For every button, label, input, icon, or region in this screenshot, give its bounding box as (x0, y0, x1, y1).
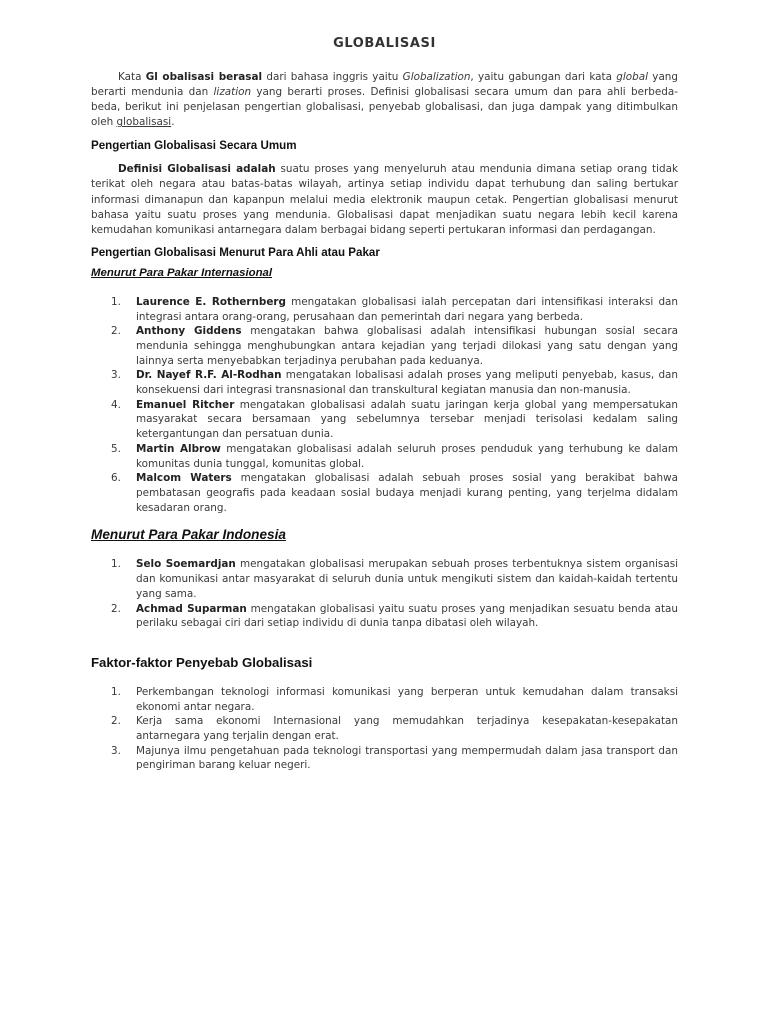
list-item (91, 368, 678, 397)
intro-text: , yaitu gabungan dari kata (470, 71, 617, 83)
list-item (91, 471, 678, 515)
list-item-number: 3. (111, 744, 121, 757)
internasional-list (91, 295, 678, 516)
list-item (91, 295, 678, 324)
heading-ahli: Pengertian Globalisasi Menurut Para Ahli atau Pakar (91, 245, 380, 259)
list-item-text: mengatakan bahwa globalisasi adalah intensifikasi hubungan sosial secara mendunia sehingga menghubungkan antara kejadian yang terjadi dilokasi yang satu dengan yang lainnya serta menyebabkan terjadinya perubahan pada keduanya. (136, 325, 678, 367)
intro-text: dari bahasa inggris yaitu (262, 71, 403, 83)
list-item (91, 324, 678, 368)
heading-umum: Pengertian Globalisasi Secara Umum (91, 139, 297, 153)
subheading-indonesia: Menurut Para Pakar Indonesia (91, 527, 286, 543)
umum-paragraph (91, 162, 678, 237)
document-title: GLOBALISASI (333, 36, 436, 51)
list-item-text: Majunya ilmu pengetahuan pada teknologi transportasi yang mempermudah dalam jasa transport dan pengiriman barang keluar negeri. (136, 744, 678, 772)
globalisasi-link[interactable]: globalisasi (116, 116, 172, 129)
list-item-text: Kerja sama ekonomi Internasional yang memudahkan terjadinya kesepakatan-kesepakatan antarnegara yang terjalin dengan erat. (136, 715, 678, 743)
list-item-text: mengatakan globalisasi ialah percepatan dari intensifikasi interaksi dan integrasi antara orang-orang, perusahaan dan pemerintah dari negara yang berbeda. (136, 295, 678, 323)
list-item-number: 2. (111, 325, 121, 338)
faktor-list (91, 685, 678, 773)
intro-italic-term: lization (213, 86, 252, 99)
subheading-internasional: Menurut Para Pakar Internasional (91, 266, 273, 279)
intro-italic-term: Globalization (402, 71, 471, 83)
list-item (91, 685, 678, 714)
list-item-text: mengatakan globalisasi yaitu suatu proses yang menjadikan sesuatu benda atau perilaku sebagai ciri dari setiap individu di dunia tanpa dibatasi oleh wilayah. (136, 602, 678, 630)
list-item-number: 5. (111, 442, 121, 455)
list-item (91, 557, 678, 601)
list-item-name: Laurence E. Rothernberg (136, 295, 286, 308)
list-item-text: mengatakan globalisasi merupakan sebuah proses terbentuknya sistem organisasi dan komunikasi antar masyarakat di seluruh dunia untuk mengikuti sistem dan kaidah-kaidah tertentu yang sama. (136, 558, 678, 600)
list-item-text: mengatakan globalisasi adalah suatu jaringan kerja global yang mempersatukan masyarakat secara bersamaan yang sebelumnya tersebar menjadi terisolasi kedalam saling ketergantungan dan persatuan dunia. (136, 398, 678, 441)
document-content (91, 36, 678, 773)
heading-faktor: Faktor-faktor Penyebab Globalisasi (91, 654, 313, 670)
list-item-number: 4. (111, 398, 121, 411)
list-item-number: 6. (111, 472, 121, 485)
intro-text: Kata (118, 71, 146, 83)
list-item-text: Perkembangan teknologi informasi komunikasi yang berperan untuk kemudahan dalam transaksi ekonomi antar negara. (136, 685, 678, 713)
intro-italic-term: global (616, 71, 648, 83)
intro-text: yang berarti proses. Definisi globalisasi secara umum dan para ahli berbeda-beda, berikut ini penjelasan pengertian globalisasi, penyebab globalisasi, dan juga dampak yang ditimbulkan oleh (91, 86, 678, 129)
list-item (91, 714, 678, 743)
list-item-name: Achmad Suparman (136, 602, 247, 615)
list-item-name: Anthony Giddens (136, 325, 242, 338)
list-item-name: Emanuel Ritcher (136, 398, 235, 411)
list-item-number: 1. (111, 558, 121, 571)
list-item-text: mengatakan lobalisasi adalah proses yang meliputi penyebab, kasus, dan konsekuensi dari integrasi transnasional dan transkultural kegiatan manusia dan non-manusia. (136, 369, 678, 397)
list-item-text: mengatakan globalisasi adalah sebuah proses sosial yang berakibat bahwa pembatasan geografis pada keadaan sosial budaya menjadi kurang penting, yang terjelma didalam kesadaran orang. (136, 472, 678, 514)
intro-text: . (171, 116, 175, 129)
list-item-number: 1. (111, 295, 121, 308)
umum-lead: Definisi Globalisasi adalah (118, 163, 276, 176)
list-item (91, 398, 678, 442)
list-item (91, 602, 678, 631)
list-item-text: mengatakan globalisasi adalah seluruh proses penduduk yang terhubung ke dalam komunitas dunia tunggal, komunitas global. (136, 442, 678, 470)
list-item-name: Malcom Waters (136, 472, 232, 485)
list-item-number: 3. (111, 369, 121, 382)
list-item (91, 744, 678, 773)
list-item-number: 1. (111, 685, 121, 698)
intro-text: yang berarti mendunia dan (91, 71, 678, 99)
intro-paragraph (91, 70, 678, 130)
list-item (91, 442, 678, 471)
list-item-number: 2. (111, 715, 121, 728)
umum-text: suatu proses yang menyeluruh atau mendunia dimana setiap orang tidak terikat oleh negara atau batas-batas wilayah, artinya setiap individu dapat terhubung dan saling bertukar informasi dimanapun dan kapanpun melalui media elektronik maupun cetak. Pengertian globalisasi menurut bahasa yaitu suatu proses yang mendunia. Globalisasi dapat menjadikan suatu negara lebih kecil karena kemudahan komunikasi antarnegara dalam berbagai bidang seperti pertukaran informasi dan perdagangan. (91, 163, 678, 236)
intro-bold-term: Gl obalisasi berasal (145, 71, 263, 83)
list-item-number: 2. (111, 602, 121, 615)
list-item-name: Selo Soemardjan (136, 558, 236, 571)
list-item-name: Martin Albrow (136, 442, 221, 455)
indonesia-list (91, 557, 678, 631)
list-item-name: Dr. Nayef R.F. Al-Rodhan (136, 369, 282, 382)
